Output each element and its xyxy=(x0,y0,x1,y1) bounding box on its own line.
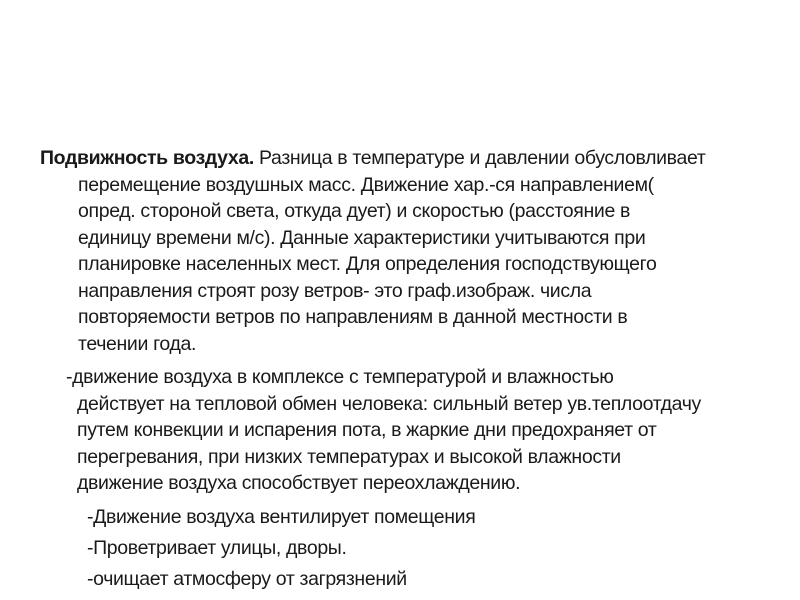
paragraph-air-mobility xyxy=(40,145,705,357)
paragraph-line: опред. стороной света, откуда дует) и скоростью (расстояние в xyxy=(78,200,631,222)
paragraph-heat-exchange xyxy=(66,364,701,497)
bullet-text: -очищает атмосферу от загрязнений xyxy=(87,568,407,590)
bullet-ventilation xyxy=(87,504,475,531)
paragraph-line-text: Разница в температуре и давлении обусловливает xyxy=(253,147,706,169)
paragraph-line: действует на тепловой обмен человека: сильный ветер ув.теплоотдачу xyxy=(77,392,701,415)
paragraph-line: движение воздуха способствует переохлаждению. xyxy=(77,472,521,494)
paragraph-line: повторяемости ветров по направлениям в данной местности в xyxy=(78,306,628,328)
bullet-text: -Движение воздуха вентилирует помещения xyxy=(87,506,476,528)
paragraph-line xyxy=(40,145,705,172)
paragraph-line: перегревания, при низких температурах и высокой влажности xyxy=(77,445,621,468)
bullet-streets xyxy=(87,535,347,562)
paragraph-line: планировке населенных мест. Для определения господствующего xyxy=(78,253,657,275)
bullet-atmosphere xyxy=(87,566,407,593)
paragraph-lead-heading: Подвижность воздуха. xyxy=(40,147,254,169)
paragraph-line: перемещение воздушных масс. Движение хар.-ся направлением( xyxy=(78,173,654,196)
paragraph-line: единицу времени м/с). Данные характеристики учитываются при xyxy=(78,226,646,249)
paragraph-line: путем конвекции и испарения пота, в жаркие дни предохраняет от xyxy=(77,419,657,441)
paragraph-line: течении года. xyxy=(78,332,197,355)
paragraph-line: направления строят розу ветров- это граф.изображ. числа xyxy=(78,279,592,302)
paragraph-line: -движение воздуха в комплексе с температурой и влажностью xyxy=(66,366,614,388)
bullet-text: -Проветривает улицы, дворы. xyxy=(87,537,347,559)
